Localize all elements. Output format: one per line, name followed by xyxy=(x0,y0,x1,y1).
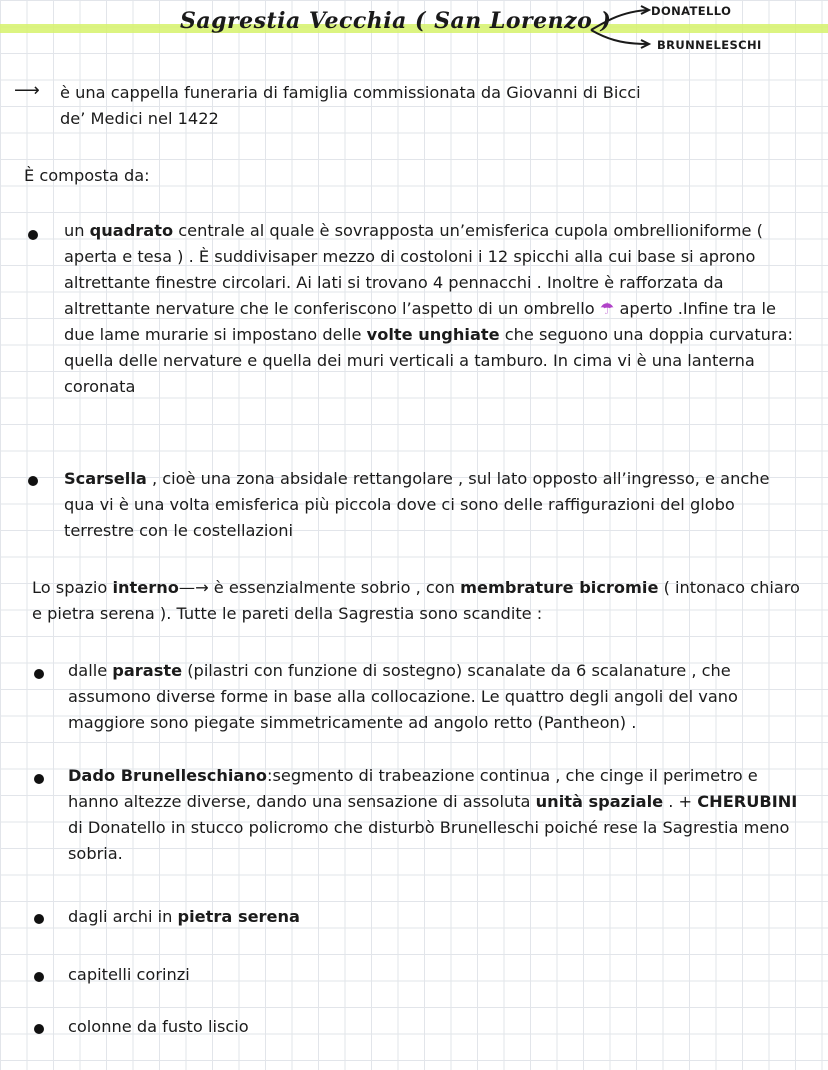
bullet-dot xyxy=(34,774,44,784)
composed-heading: È composta da: xyxy=(24,166,150,185)
sub-bullet-1-text: dalle paraste (pilastri con funzione di sostegno) scanalate da 6 scalanature , che assumono diverse forme in base alla collocazione. Le quattro degli angoli del vano maggiore sono piegate simmetricamente ad angolo retto (Pantheon) . xyxy=(68,661,738,732)
bullet-dot xyxy=(34,972,44,982)
bullet-dot xyxy=(34,914,44,924)
arrow-icon: ⟶ xyxy=(14,80,40,101)
branch-donatello: DONATELLO xyxy=(651,4,732,18)
bullet-2-text: Scarsella , cioè una zona absidale rettangolare , sul lato opposto all’ingresso, e anche qua vi è una volta emisferica più piccola dove ci sono delle raffigurazioni del globo terrestre con le costellazioni xyxy=(64,469,770,540)
bullet-dot xyxy=(34,1024,44,1034)
bullet-dot xyxy=(28,230,38,240)
bullet-dot xyxy=(28,476,38,486)
bullet-dot xyxy=(34,669,44,679)
sub-bullet-3-text: dagli archi in pietra serena xyxy=(68,907,300,926)
intro-text xyxy=(60,80,800,132)
branch-brunelleschi: BRUNNELESCHI xyxy=(657,38,762,52)
sub-bullet-5-text: colonne da fusto liscio xyxy=(68,1017,249,1036)
bullet-1-text: un quadrato centrale al quale è sovrapposta un’emisferica cupola ombrellioniforme ( aperta e tesa ) . È suddivisaper mezzo di costoloni i 12 spicchi alla cui base si aprono altrettante finestre circolari. Ai lati si trovano 4 pennacchi . Inoltre è rafforzata da altrettante nervature che le conferiscono l’aspetto di un ombrello ☂ aperto .Infine tra le due lame murarie si impostano delle volte unghiate che seguono una doppia curvatura: quella delle nervature e quella dei muri verticali a tamburo. In cima vi è una lanterna coronata xyxy=(64,221,793,396)
umbrella-icon: ☂ xyxy=(599,299,615,318)
sub-bullet-4-text: capitelli corinzi xyxy=(68,965,190,984)
page-title: Sagrestia Vecchia ( San Lorenzo ) xyxy=(180,8,612,34)
intro-line-2: de’ Medici nel 1422 xyxy=(60,109,219,128)
interior-text: Lo spazio interno—→ è essenzialmente sobrio , con membrature bicromie ( intonaco chiaro e pietra serena ). Tutte le pareti della Sagrestia sono scandite : xyxy=(32,578,800,623)
sub-bullet-2-text: Dado Brunelleschiano:segmento di trabeazione continua , che cinge il perimetro e hanno altezze diverse, dando una sensazione di assoluta unità spaziale . + CHERUBINI di Donatello in stucco policromo che disturbò Brunelleschi poiché rese la Sagrestia meno sobria. xyxy=(68,766,798,863)
intro-line-1: è una cappella funeraria di famiglia commissionata da Giovanni di Bicci xyxy=(60,83,641,102)
